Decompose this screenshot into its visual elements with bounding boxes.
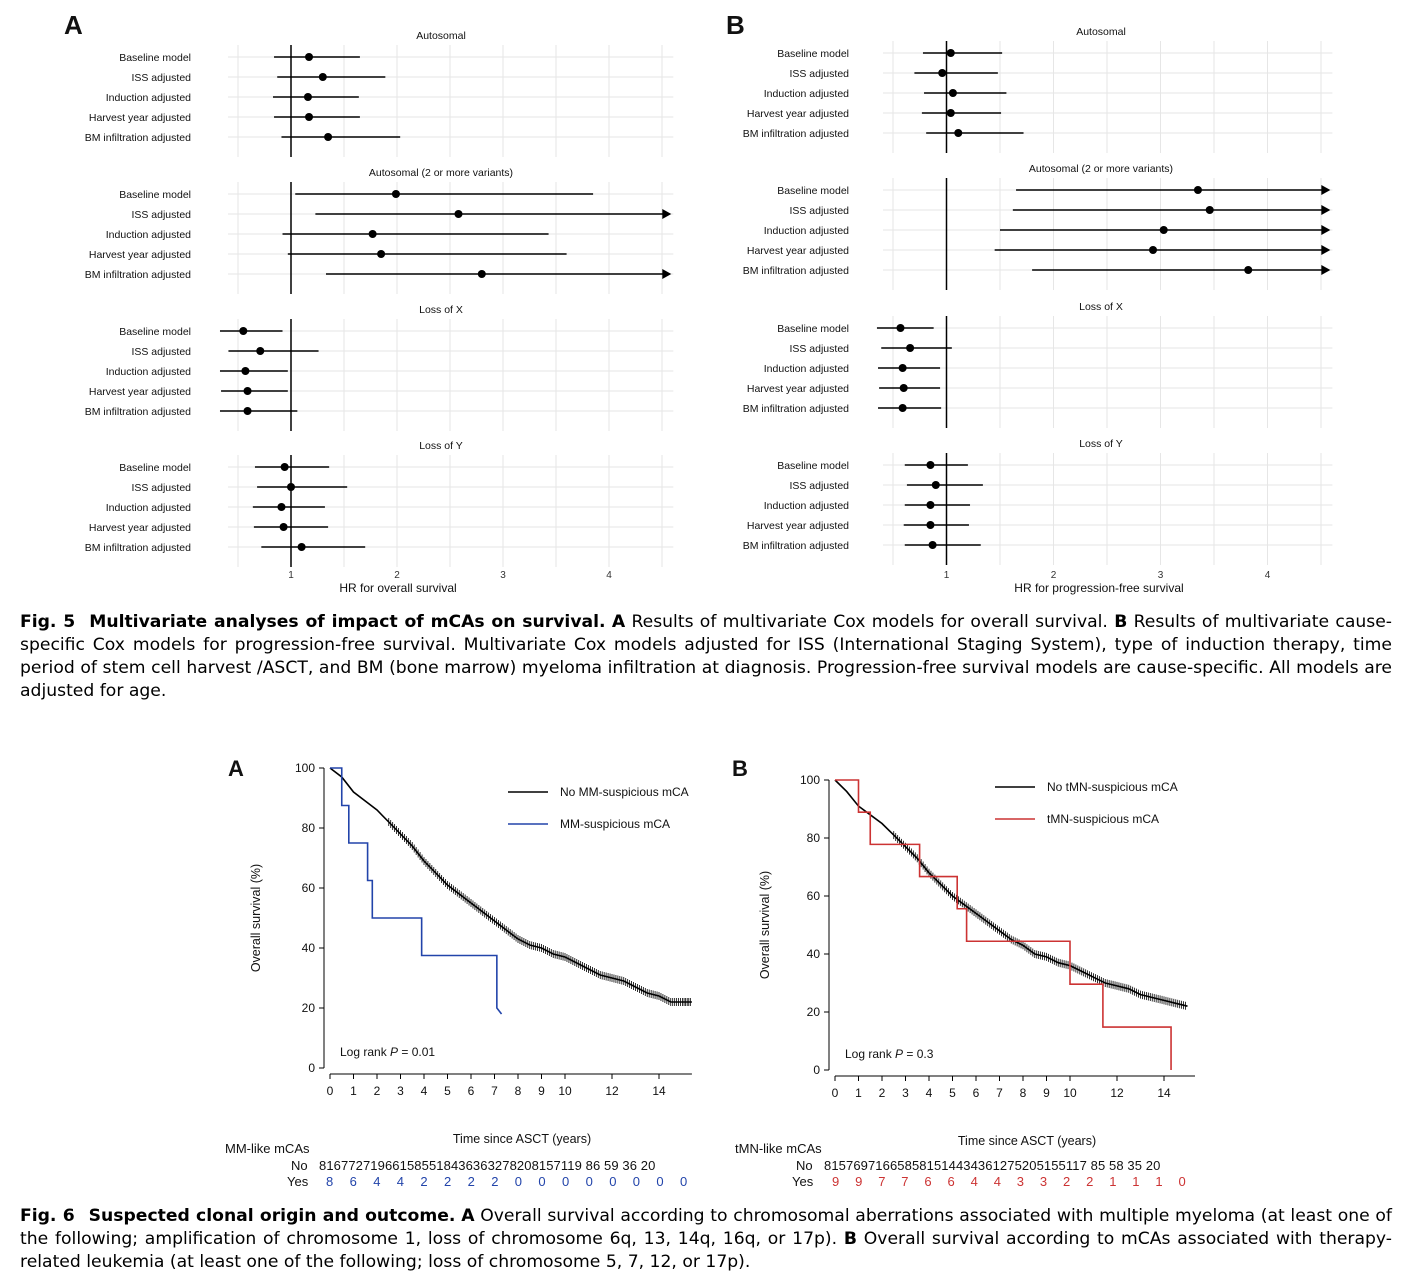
forest-row-label: ISS adjusted [131, 346, 191, 358]
forest-row-label: ISS adjusted [131, 482, 191, 494]
risk-yes-value: 3 [1016, 1174, 1025, 1189]
fig5-caption-b0: A [611, 612, 626, 632]
logrank-value: = 0.3 [903, 1047, 934, 1061]
forest-plot-overall-survival [0, 20, 700, 600]
forest-row-label: Harvest year adjusted [746, 520, 849, 532]
fig6-caption-b1: B [843, 1229, 857, 1249]
estimate-point [281, 463, 289, 471]
x-axis-label: Time since ASCT (years) [957, 1134, 1097, 1148]
x-tick-label: 3 [1157, 570, 1164, 581]
forest-row-label: BM infiltration adjusted [742, 403, 849, 415]
fig6-panel-a-letter: A [228, 756, 244, 781]
x-tick-label: 2 [1050, 570, 1057, 581]
forest-row-label: BM infiltration adjusted [742, 128, 849, 140]
fig5-caption-b1: B [1114, 612, 1128, 632]
y-tick-label: 0 [308, 1061, 315, 1075]
forest-row-label: Induction adjusted [105, 229, 191, 241]
risk-table-b-no-values: 815769716658581514434361275205155117 85 58 35 20 [824, 1158, 1161, 1173]
risk-yes-value: 8 [326, 1174, 334, 1189]
x-axis-label: Time since ASCT (years) [452, 1132, 592, 1146]
estimate-point [954, 129, 962, 137]
estimate-point [896, 324, 904, 332]
forest-row-label: Induction adjusted [763, 225, 849, 237]
y-tick-label: 20 [301, 1001, 315, 1015]
estimate-point [899, 364, 907, 372]
estimate-point [932, 481, 940, 489]
estimate-point [280, 523, 288, 531]
forest-group-title: Loss of X [419, 304, 463, 316]
y-tick-label: 100 [799, 773, 820, 787]
x-tick-label: 5 [444, 1084, 451, 1098]
km-curve [330, 768, 502, 1014]
x-tick-label: 7 [996, 1086, 1003, 1100]
forest-row-label: Baseline model [777, 460, 849, 472]
risk-table-a-no-values: 816772719661585518436363278208157119 86 59 36 20 [319, 1158, 656, 1173]
x-tick-label: 14 [652, 1084, 666, 1098]
forest-row-label: ISS adjusted [789, 480, 849, 492]
risk-yes-value: 0 [562, 1174, 570, 1189]
estimate-point [244, 387, 252, 395]
ci-arrow [1321, 205, 1330, 215]
logrank-value: = 0.01 [398, 1045, 436, 1059]
risk-yes-value: 2 [491, 1174, 499, 1189]
x-tick-label: 1 [350, 1084, 357, 1098]
ci-arrow [1321, 245, 1330, 255]
risk-yes-value: 7 [901, 1174, 909, 1189]
estimate-point [241, 367, 249, 375]
estimate-point [454, 210, 462, 218]
risk-table-b-yes-label: Yes [792, 1174, 814, 1189]
x-tick-label: 8 [1019, 1086, 1027, 1100]
y-tick-label: 80 [301, 821, 315, 835]
estimate-point [256, 347, 264, 355]
estimate-point [392, 190, 400, 198]
forest-group-title: Loss of Y [419, 440, 463, 452]
forest-row-label: Harvest year adjusted [88, 249, 191, 261]
y-axis-label: Overall survival (%) [758, 870, 772, 980]
forest-row-label: Induction adjusted [105, 366, 191, 378]
forest-row-label: Harvest year adjusted [746, 245, 849, 257]
forest-plot-progression-free-survival [690, 18, 1410, 600]
forest-row-label: ISS adjusted [789, 343, 849, 355]
estimate-point [324, 133, 332, 141]
x-tick-label: 6 [467, 1084, 475, 1098]
y-tick-label: 40 [806, 947, 820, 961]
legend-label: tMN-suspicious mCA [1047, 812, 1160, 826]
ci-arrow [1321, 265, 1330, 275]
estimate-point [900, 384, 908, 392]
x-tick-label: 12 [1110, 1086, 1124, 1100]
estimate-point [305, 53, 313, 61]
risk-yes-value: 1 [1132, 1174, 1140, 1189]
estimate-point [949, 89, 957, 97]
km-plot-mm-suspicious [240, 755, 710, 1150]
fig5-caption [20, 611, 1392, 703]
x-tick-label: 2 [394, 570, 400, 581]
risk-table-b-no-label: No [796, 1158, 813, 1173]
estimate-point [947, 49, 955, 57]
x-tick-label: 1 [943, 570, 950, 581]
x-tick-label: 0 [326, 1084, 334, 1098]
x-tick-label: 9 [538, 1084, 545, 1098]
risk-yes-value: 9 [855, 1174, 863, 1189]
x-tick-label: 8 [514, 1084, 522, 1098]
ci-arrow [662, 209, 671, 219]
risk-yes-value: 2 [420, 1174, 428, 1189]
x-tick-label: 0 [831, 1086, 839, 1100]
risk-yes-value: 2 [467, 1174, 475, 1189]
estimate-point [244, 407, 252, 415]
forest-row-label: Baseline model [119, 52, 191, 64]
forest-row-label: Baseline model [777, 185, 849, 197]
ci-arrow [1321, 225, 1330, 235]
forest-row-label: BM infiltration adjusted [84, 132, 191, 144]
x-tick-label: 10 [558, 1084, 572, 1098]
forest-row-label: ISS adjusted [789, 205, 849, 217]
forest-row-label: ISS adjusted [131, 72, 191, 84]
forest-row-label: Induction adjusted [105, 502, 191, 514]
x-tick-label: 2 [373, 1084, 381, 1098]
estimate-point [319, 73, 327, 81]
risk-yes-value: 2 [1086, 1174, 1094, 1189]
forest-row-label: Induction adjusted [763, 500, 849, 512]
y-tick-label: 80 [806, 831, 820, 845]
estimate-point [277, 503, 285, 511]
fig6-caption-t0: Overall survival according to chromosomal aberrations associated with multiple myeloma (at least one of the following; amplification of chromosome 1, loss of chromosome 6q, 13, 14q, 16q, or 17p). [20, 1206, 1392, 1249]
ci-arrow [662, 269, 671, 279]
fig5-caption-t1: Results of multivariate cause-specific Cox models for progression-free survival. Multivariate Cox models adjusted for ISS (International Staging System), type of induction therapy, time period of stem cell harvest /ASCT, and BM (bone marrow) myeloma infiltration at diagnosis. Progression-free survival models are cause-specific. All models are adjusted for age. [20, 612, 1392, 701]
fig6-caption-title: Suspected clonal origin and outcome. [88, 1206, 456, 1226]
forest-row-label: Induction adjusted [105, 92, 191, 104]
x-tick-label: 4 [1264, 570, 1271, 581]
forest-row-label: Harvest year adjusted [88, 112, 191, 124]
y-axis-label: Overall survival (%) [249, 863, 263, 973]
forest-group-title: Loss of X [1079, 301, 1123, 313]
x-tick-label: 10 [1063, 1086, 1077, 1100]
risk-yes-value: 4 [993, 1174, 1001, 1189]
fig5-panel-b-letter: B [726, 10, 745, 40]
estimate-point [287, 483, 295, 491]
x-tick-label: 4 [420, 1084, 428, 1098]
estimate-point [926, 461, 934, 469]
forest-row-label: Baseline model [777, 48, 849, 60]
x-tick-label: 7 [491, 1084, 498, 1098]
forest-row-label: Baseline model [777, 323, 849, 335]
risk-yes-value: 6 [947, 1174, 955, 1189]
y-tick-label: 20 [806, 1005, 820, 1019]
estimate-point [1206, 206, 1214, 214]
estimate-point [929, 541, 937, 549]
estimate-point [239, 327, 247, 335]
risk-yes-value: 0 [680, 1174, 688, 1189]
fig6-caption [20, 1205, 1392, 1274]
estimate-point [926, 521, 934, 529]
logrank-prefix: Log rank [845, 1047, 896, 1061]
x-tick-label: 12 [605, 1084, 619, 1098]
estimate-point [298, 543, 306, 551]
y-tick-label: 60 [301, 881, 315, 895]
risk-table-a-yes-label: Yes [287, 1174, 309, 1189]
estimate-point [947, 109, 955, 117]
forest-row-label: Harvest year adjusted [746, 108, 849, 120]
risk-yes-value: 2 [1063, 1174, 1071, 1189]
risk-yes-value: 1 [1109, 1174, 1117, 1189]
risk-table-a-no-label: No [291, 1158, 308, 1173]
risk-yes-value: 0 [1178, 1174, 1186, 1189]
logrank-p: P [895, 1047, 904, 1061]
fig5-caption-t0: Results of multivariate Cox models for overall survival. [625, 612, 1115, 632]
km-curve [330, 768, 692, 1002]
forest-row-label: Harvest year adjusted [746, 383, 849, 395]
forest-row-label: Baseline model [119, 326, 191, 338]
estimate-point [1160, 226, 1168, 234]
fig5-caption-label: Fig. 5 [20, 612, 76, 632]
forest-group-title: Autosomal (2 or more variants) [368, 167, 514, 179]
fig6-caption-t1: Overall survival according to mCAs associated with therapy-related leukemia (at least one of the following; loss of chromosome 5, 7, 12, or 17p). [20, 1229, 1392, 1272]
legend-label: MM-suspicious mCA [560, 817, 671, 831]
x-tick-label: 1 [855, 1086, 862, 1100]
forest-row-label: BM infiltration adjusted [84, 269, 191, 281]
fig6-panel-b-letter: B [732, 756, 748, 781]
estimate-point [906, 344, 914, 352]
x-tick-label: 1 [288, 570, 294, 581]
risk-yes-value: 6 [924, 1174, 932, 1189]
risk-yes-value: 0 [514, 1174, 523, 1189]
x-axis-label: HR for overall survival [339, 581, 457, 595]
x-tick-label: 3 [500, 570, 506, 581]
estimate-point [369, 230, 377, 238]
logrank-annotation [340, 1045, 435, 1059]
risk-yes-value: 0 [656, 1174, 664, 1189]
x-tick-label: 5 [949, 1086, 956, 1100]
logrank-annotation [845, 1047, 934, 1061]
risk-yes-value: 4 [970, 1174, 978, 1189]
forest-row-label: Induction adjusted [763, 88, 849, 100]
x-tick-label: 4 [925, 1086, 933, 1100]
fig6-caption-label: Fig. 6 [20, 1206, 75, 1226]
forest-row-label: BM infiltration adjusted [84, 406, 191, 418]
forest-group-title: Autosomal [416, 30, 466, 42]
risk-yes-value: 4 [396, 1174, 405, 1189]
x-tick-label: 3 [902, 1086, 909, 1100]
forest-row-label: Baseline model [119, 189, 191, 201]
risk-yes-value: 0 [632, 1174, 641, 1189]
estimate-point [926, 501, 934, 509]
estimate-point [1244, 266, 1252, 274]
risk-yes-value: 9 [832, 1174, 840, 1189]
forest-group-title: Autosomal [1076, 26, 1126, 38]
risk-yes-value: 4 [373, 1174, 381, 1189]
estimate-point [899, 404, 907, 412]
risk-yes-value: 2 [444, 1174, 452, 1189]
x-tick-label: 2 [878, 1086, 886, 1100]
y-tick-label: 40 [301, 941, 315, 955]
forest-group-title: Autosomal (2 or more variants) [1028, 163, 1174, 175]
forest-row-label: Harvest year adjusted [88, 386, 191, 398]
forest-group-title: Loss of Y [1079, 438, 1123, 450]
forest-row-label: ISS adjusted [131, 209, 191, 221]
fig5-caption-title: Multivariate analyses of impact of mCAs on survival. [89, 612, 606, 632]
forest-row-label: Induction adjusted [763, 363, 849, 375]
y-tick-label: 100 [294, 761, 315, 775]
legend-label: No MM-suspicious mCA [560, 785, 689, 799]
risk-yes-value: 0 [538, 1174, 546, 1189]
ci-arrow [1321, 185, 1330, 195]
risk-table-b-title: tMN-like mCAs [735, 1141, 822, 1156]
y-tick-label: 0 [813, 1063, 820, 1077]
fig6-caption-b0: A [461, 1206, 475, 1226]
forest-row-label: Harvest year adjusted [88, 522, 191, 534]
logrank-p: P [390, 1045, 399, 1059]
x-tick-label: 6 [972, 1086, 980, 1100]
risk-table-a-title: MM-like mCAs [225, 1141, 310, 1156]
legend-label: No tMN-suspicious mCA [1047, 780, 1178, 794]
fig5-panel-a-letter: A [64, 10, 83, 40]
estimate-point [1194, 186, 1202, 194]
estimate-point [938, 69, 946, 77]
risk-yes-value: 6 [349, 1174, 357, 1189]
forest-row-label: BM infiltration adjusted [742, 540, 849, 552]
logrank-prefix: Log rank [340, 1045, 391, 1059]
forest-row-label: Baseline model [119, 462, 191, 474]
x-axis-label: HR for progression-free survival [1014, 581, 1184, 595]
estimate-point [377, 250, 385, 258]
risk-yes-value: 1 [1155, 1174, 1163, 1189]
forest-row-label: BM infiltration adjusted [742, 265, 849, 277]
estimate-point [1149, 246, 1157, 254]
x-tick-label: 14 [1157, 1086, 1171, 1100]
x-tick-label: 4 [606, 570, 612, 581]
estimate-point [305, 113, 313, 121]
forest-row-label: ISS adjusted [789, 68, 849, 80]
y-tick-label: 60 [806, 889, 820, 903]
risk-yes-value: 0 [609, 1174, 617, 1189]
x-tick-label: 3 [397, 1084, 404, 1098]
risk-yes-value: 3 [1039, 1174, 1048, 1189]
estimate-point [478, 270, 486, 278]
risk-yes-value: 0 [585, 1174, 593, 1189]
estimate-point [304, 93, 312, 101]
x-tick-label: 9 [1043, 1086, 1050, 1100]
forest-row-label: BM infiltration adjusted [84, 542, 191, 554]
km-plot-tmn-suspicious [745, 765, 1195, 1150]
risk-yes-value: 7 [878, 1174, 886, 1189]
